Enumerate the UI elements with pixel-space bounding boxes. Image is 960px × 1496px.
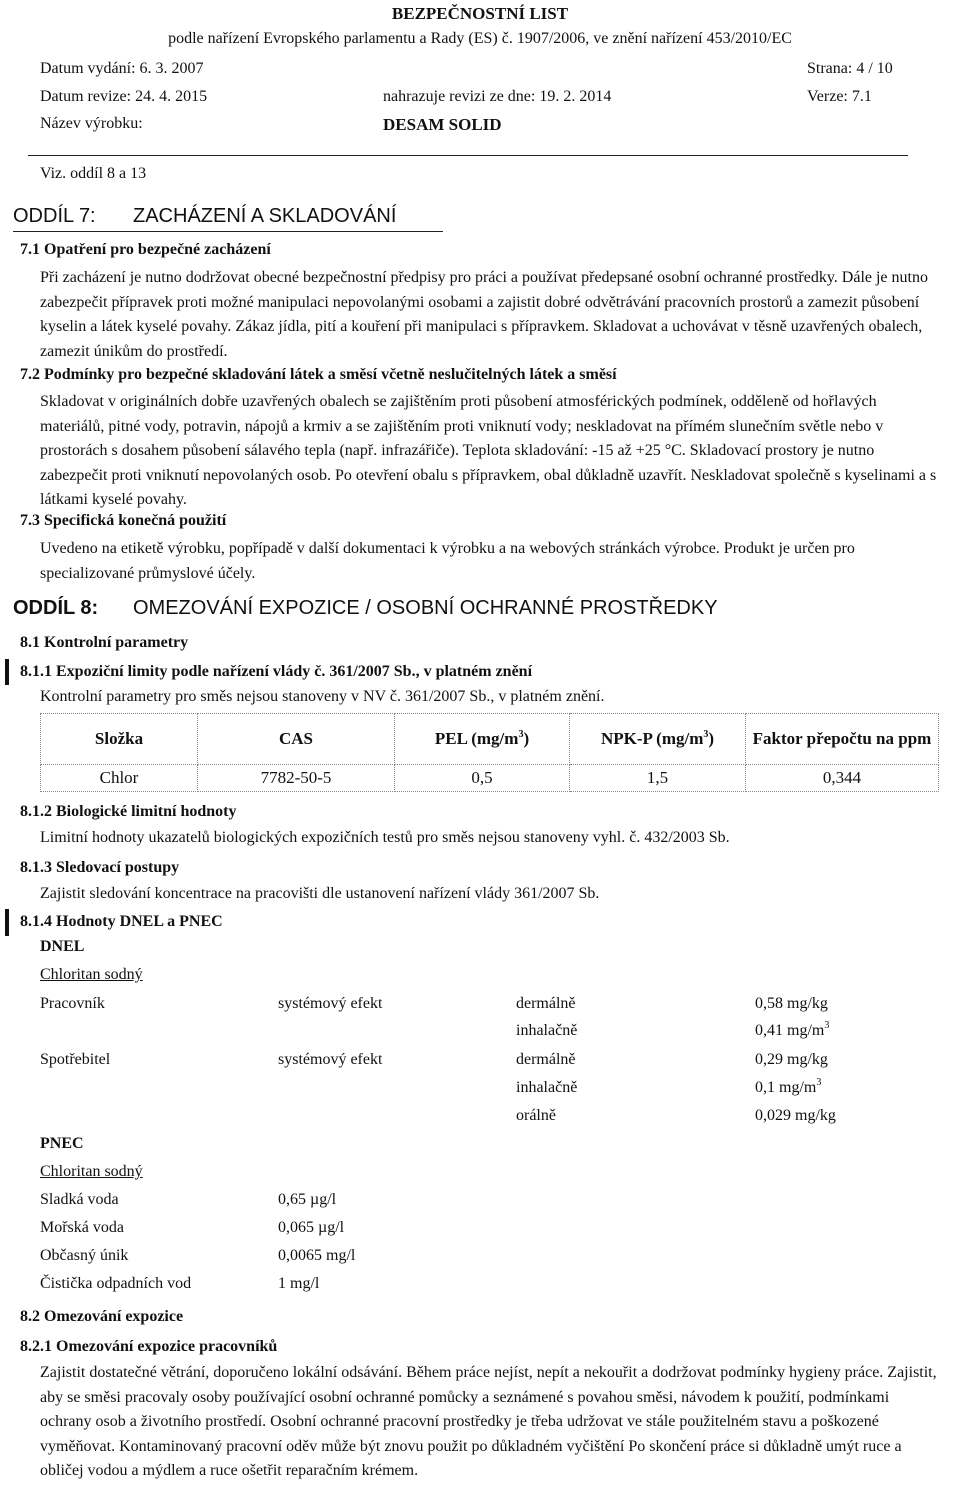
dnel-consumer-inhal-text: 0,1 mg/m [755,1079,817,1096]
pnec-row-label: Sladká voda [40,1191,119,1208]
paragraph-8-1-1: Kontrolní parametry pro směs nejsou stanoveny v NV č. 361/2007 Sb., v platném znění. [40,688,605,705]
pel-label: PEL (mg/m [434,729,519,748]
header-divider [28,155,908,156]
dnel-consumer-inhal-sup: 3 [816,1077,822,1088]
heading-8-1: 8.1 Kontrolní parametry [20,634,189,651]
cell-npk: 1,5 [570,765,746,792]
col-header-component: Složka [41,714,198,765]
dnel-worker-effect: systémový efekt [278,995,383,1012]
section-8-title: OMEZOVÁNÍ EXPOZICE / OSOBNÍ OCHRANNÉ PROSTŘEDKY [133,597,718,619]
heading-8-2: 8.2 Omezování expozice [20,1308,184,1325]
table-row [41,765,939,792]
revision-date: Datum revize: 24. 4. 2015 [40,88,208,105]
heading-8-1-2: 8.1.2 Biologické limitní hodnoty [20,803,237,820]
section-7-title: ZACHÁZENÍ A SKLADOVÁNÍ [133,205,397,227]
pnec-title: PNEC [40,1135,84,1152]
cell-pel: 0,5 [395,765,570,792]
dnel-worker-inhal-value [755,1022,829,1040]
section-7-underline [13,231,443,232]
product-name: DESAM SOLID [383,115,502,134]
npk-close: ) [708,729,715,748]
issue-date: Datum vydání: 6. 3. 2007 [40,60,204,77]
section-7-number: ODDÍL 7: [13,205,96,227]
dnel-worker-dermal-value: 0,58 mg/kg [755,995,828,1012]
heading-8-2-1: 8.2.1 Omezování expozice pracovníků [20,1338,278,1355]
pnec-row-value: 1 mg/l [278,1275,320,1292]
npk-sup: 3 [703,729,709,740]
pel-close: ) [523,729,530,748]
heading-8-1-1-main: 8.1.1 Expoziční limity podle nařízení vlády č. 361/2007 Sb. [20,663,416,680]
heading-7-1: 7.1 Opatření pro bezpečné zacházení [20,241,271,258]
product-label: Název výrobku: [40,115,143,132]
paragraph-7-1: Při zacházení je nutno dodržovat obecné bezpečnostní předpisy pro práci a používat předepsané osobní ochranné prostředky. Dále je nutno zabezpečit přípravek proti možné manipulaci nepovolanými osobami a zajistit dobré odvětrávání pracovních prostorů a zamezit působení kyselin a látek kyselé povahy. Zákaz jídla, pití a kouření při manipulaci s přípravkem. Skladovat a uchovávat v těsně uzavřených obalech, zamezit únikům do prostředí. [40,269,928,360]
dnel-consumer-route-inhal: inhalačně [516,1079,578,1096]
change-bar [5,659,9,685]
paragraph-8-1-2: Limitní hodnoty ukazatelů biologických expozičních testů pro směs nejsou stanoveny vyhl. č. 432/2003 Sb. [40,829,730,846]
dnel-consumer: Spotřebitel [40,1051,111,1068]
pnec-row-value: 0,065 µg/l [278,1219,345,1236]
heading-7-3: 7.3 Specifická konečná použití [20,512,227,529]
change-bar [5,909,9,936]
dnel-consumer-effect: systémový efekt [278,1051,383,1068]
document-subtitle: podle nařízení Evropského parlamentu a Rady (ES) č. 1907/2006, ve znění nařízení 453/2010/EC [168,30,792,47]
pnec-row-label: Občasný únik [40,1247,129,1264]
dnel-worker-route-inhal: inhalačně [516,1022,578,1039]
dnel-consumer-oral-value: 0,029 mg/kg [755,1107,836,1124]
page-number: Strana: 4 / 10 [807,60,893,77]
paragraph-8-1-3: Zajistit sledování koncentrace na pracovišti dle ustanovení nařízení vlády 361/2007 Sb. [40,885,600,902]
dnel-title: DNEL [40,938,85,955]
dnel-worker: Pracovník [40,995,105,1012]
dnel-consumer-route-oral: orálně [516,1107,556,1124]
exposure-limits-table [40,713,939,792]
pnec-row-value: 0,0065 mg/l [278,1247,356,1264]
table-header-row [41,714,939,765]
version: Verze: 7.1 [807,88,872,105]
col-header-npk [570,714,746,765]
paragraph-7-2: Skladovat v originálních dobře uzavřených obalech se zajištěním proti působení atmosférických podmínek, odděleně od hořlavých materiálů, pitné vody, potravin, nápojů a krmiv a se zajištěním proti vniknutí vody; neskladovat na přímém slunečním světle nebo v prostorách s dosahem působení sálavého tepla (např. infrazářiče). Teplota skladování: -15 až +25 °C. Skladovací prostory je nutno zabezpečit proti vniknutí nepovolaných osob. Po otevření obalu s přípravkem, obal důkladně uzavřít. Neskladovat společně s kyselinami a s látkami kyselé povahy. [40,393,937,508]
npk-label: NPK-P (mg/m [600,729,704,748]
pnec-row-value: 0,65 µg/l [278,1191,337,1208]
dnel-worker-inhal-sup: 3 [824,1020,830,1031]
dnel-consumer-inhal-value [755,1079,821,1097]
pnec-row-label: Čistička odpadních vod [40,1275,192,1292]
heading-7-2: 7.2 Podmínky pro bezpečné skladování látek a směsí včetně neslučitelných látek a směsí [20,366,617,383]
pnec-substance: Chloritan sodný [40,1163,143,1180]
heading-8-1-4: 8.1.4 Hodnoty DNEL a PNEC [20,913,223,930]
col-header-cas: CAS [198,714,395,765]
col-header-pel [395,714,570,765]
see-section-note: Viz. oddíl 8 a 13 [40,165,147,182]
heading-8-1-1 [20,663,532,681]
heading-8-1-1-tail: , v platném znění [415,663,533,680]
col-header-factor: Faktor přepočtu na ppm [746,714,939,765]
cell-component: Chlor [41,765,198,792]
cell-factor: 0,344 [746,765,939,792]
dnel-substance: Chloritan sodný [40,966,143,983]
document-title: BEZPEČNOSTNÍ LIST [391,4,569,23]
dnel-consumer-route-dermal: dermálně [516,1051,576,1068]
replaces-revision: nahrazuje revizi ze dne: 19. 2. 2014 [383,88,612,105]
cell-cas: 7782-50-5 [198,765,395,792]
section-8-number: ODDÍL 8: [13,597,99,619]
pel-sup: 3 [518,729,524,740]
dnel-worker-inhal-text: 0,41 mg/m [755,1022,825,1039]
pnec-row-label: Mořská voda [40,1219,124,1236]
paragraph-8-2-1: Zajistit dostatečné větrání, doporučeno lokální odsávání. Během práce nejíst, nepít a nekouřit a dodržovat podmínky hygieny práce. Zajistit, aby se směsi pracovaly osoby používající osobní ochranné pomůcky a seznámené s povahou směsi, návodem k použití, podmínkami ochrany osob a životního prostředí. Osobní ochranné pracovní prostředky je třeba udržovat ve stále použitelném stavu a poškozené vyměňovat. Kontaminovaný pracovní oděv může být znovu použit po důkladném vyčištění Po skončení práce si důkladně umýt ruce a obličej vodou a mýdlem a ruce ošetřit reparačním krémem. [40,1364,937,1479]
heading-8-1-3: 8.1.3 Sledovací postupy [20,859,180,876]
dnel-consumer-dermal-value: 0,29 mg/kg [755,1051,828,1068]
dnel-worker-route-dermal: dermálně [516,995,576,1012]
paragraph-7-3: Uvedeno na etiketě výrobku, popřípadě v další dokumentaci k výrobku a na webových stránkách výrobce. Produkt je určen pro specializované průmyslové účely. [40,540,855,582]
